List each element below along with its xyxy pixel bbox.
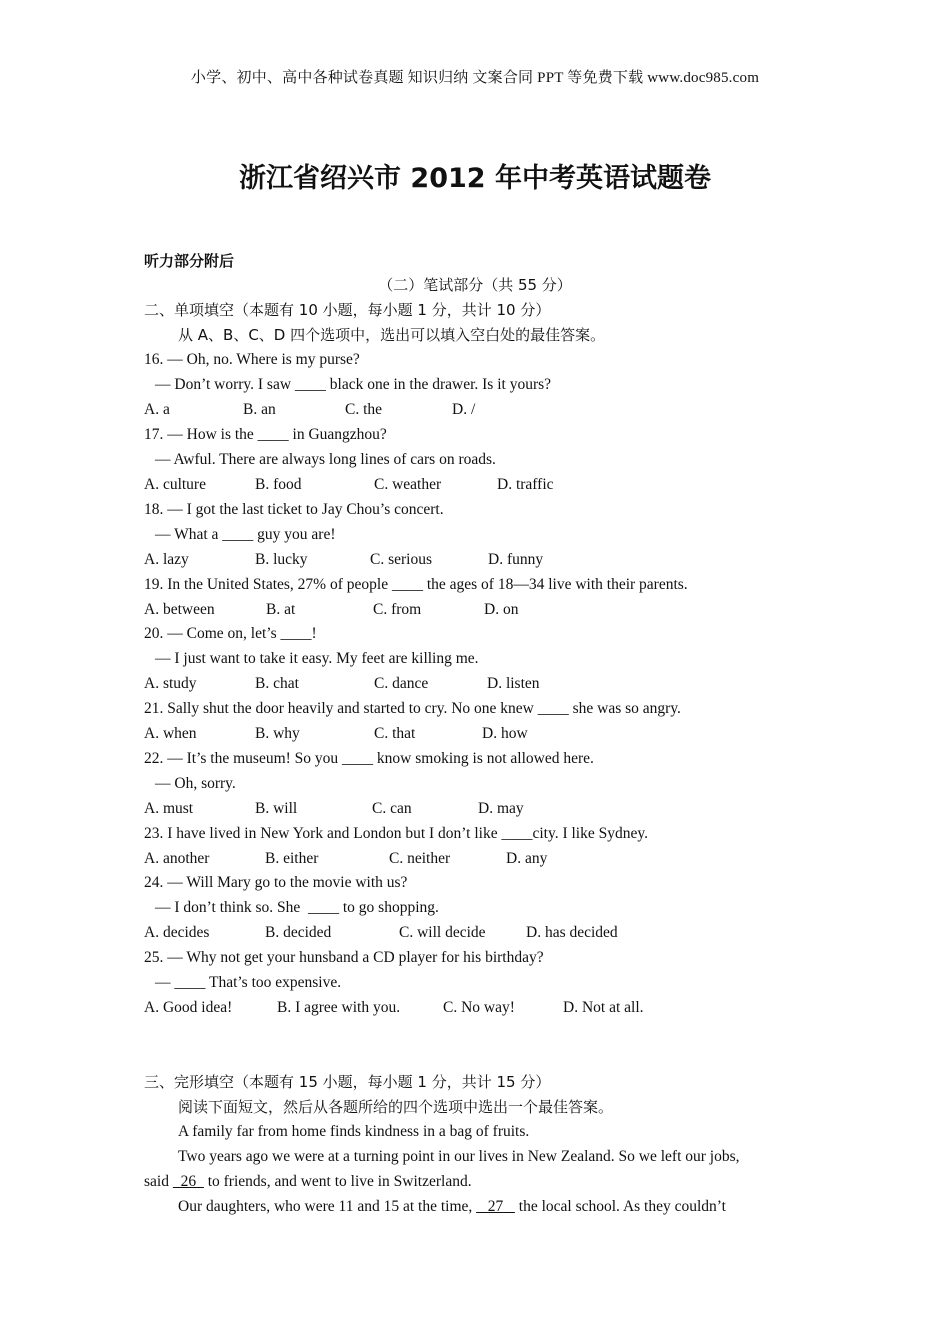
question-16-option-b: B. an — [243, 401, 276, 418]
question-25-option-a: A. Good idea! — [144, 999, 233, 1016]
question-24-option-b: B. decided — [265, 924, 332, 941]
section2-instruction: 从 A、B、C、D 四个选项中，选出可以填入空白处的最佳答案。 — [178, 326, 606, 344]
question-17-option-a: A. culture — [144, 476, 206, 493]
question-20-option-c: C. dance — [374, 675, 429, 692]
question-21-line1: 21. Sally shut the door heavily and started to cry. No one knew ____ she was so angry. — [144, 700, 681, 717]
question-19-option-c: C. from — [373, 601, 422, 618]
passage-text: Our daughters, who were 11 and 15 at the time, — [178, 1198, 477, 1215]
question-20-line1: 20. — Come on, let’s ____! — [144, 625, 317, 642]
question-17-option-c: C. weather — [374, 476, 442, 493]
question-16-line2: — Don’t worry. I saw ____ black one in the drawer. Is it yours? — [155, 376, 552, 393]
question-20-option-b: B. chat — [255, 675, 299, 692]
question-16-line1: 16. — Oh, no. Where is my purse? — [144, 351, 360, 368]
blank-26: 26 — [172, 1173, 204, 1190]
question-18-option-c: C. serious — [370, 551, 432, 568]
question-25-option-d: D. Not at all. — [563, 999, 644, 1016]
passage-text: the local school. As they couldn’t — [514, 1198, 726, 1215]
question-16-option-d: D. / — [452, 401, 476, 418]
question-22-option-c: C. can — [372, 800, 412, 817]
question-24-option-d: D. has decided — [526, 924, 618, 941]
passage-text: to friends, and went to live in Switzerland. — [203, 1173, 472, 1190]
question-23-option-d: D. any — [506, 850, 548, 867]
passage-title-line: A family far from home finds kindness in a bag of fruits. — [178, 1123, 530, 1140]
passage-paragraph-2-line1 — [178, 1197, 726, 1217]
question-19-option-b: B. at — [266, 601, 296, 618]
question-22-option-b: B. will — [255, 800, 298, 817]
section3-instruction: 阅读下面短文，然后从各题所给的四个选项中选出一个最佳答案。 — [178, 1098, 614, 1116]
question-24-option-a: A. decides — [144, 924, 210, 941]
question-23-line1: 23. I have lived in New York and London but I don’t like ____city. I like Sydney. — [144, 825, 648, 842]
question-18-line2: — What a ____ guy you are! — [155, 526, 336, 543]
passage-paragraph-1-line1: Two years ago we were at a turning point in our lives in New Zealand. So we left our jobs, — [178, 1148, 740, 1165]
question-25-line2: — ____ That’s too expensive. — [155, 974, 342, 991]
question-17-option-d: D. traffic — [497, 476, 554, 493]
question-23-option-b: B. either — [265, 850, 319, 867]
listening-note: 听力部分附后 — [144, 252, 235, 270]
question-23-option-c: C. neither — [389, 850, 451, 867]
question-24-line2: — I don’t think so. She ____ to go shopping. — [155, 899, 439, 916]
question-19-option-a: A. between — [144, 601, 215, 618]
question-24-option-c: C. will decide — [399, 924, 486, 941]
section3-heading: 三、完形填空（本题有 15 小题，每小题 1 分，共计 15 分） — [144, 1073, 551, 1091]
question-16-option-c: C. the — [345, 401, 383, 418]
question-22-option-a: A. must — [144, 800, 194, 817]
question-19-line1: 19. In the United States, 27% of people ____ the ages of 18—34 live with their parents. — [144, 576, 688, 593]
page-header: 小学、初中、高中各种试卷真题 知识归纳 文案合同 PPT 等免费下载 www.doc985.com — [190, 70, 760, 86]
passage-paragraph-1-line2 — [144, 1172, 472, 1192]
question-25-line1: 25. — Why not get your hunsband a CD player for his birthday? — [144, 949, 544, 966]
question-21-option-a: A. when — [144, 725, 197, 742]
question-24-line1: 24. — Will Mary go to the movie with us? — [144, 874, 408, 891]
question-18-option-b: B. lucky — [255, 551, 308, 568]
question-20-option-a: A. study — [144, 675, 197, 692]
question-21-option-c: C. that — [374, 725, 416, 742]
question-19-option-d: D. on — [484, 601, 519, 618]
question-21-option-d: D. how — [482, 725, 528, 742]
question-20-line2: — I just want to take it easy. My feet are killing me. — [155, 650, 479, 667]
exam-title: 浙江省绍兴市 2012 年中考英语试题卷 — [239, 163, 711, 194]
question-25-option-b: B. I agree with you. — [277, 999, 401, 1016]
blank-27: 27 — [476, 1198, 515, 1215]
question-22-option-d: D. may — [478, 800, 524, 817]
question-18-option-a: A. lazy — [144, 551, 189, 568]
question-17-line2: — Awful. There are always long lines of cars on roads. — [155, 451, 496, 468]
question-18-line1: 18. — I got the last ticket to Jay Chou’s concert. — [144, 501, 444, 518]
question-22-line1: 22. — It’s the museum! So you ____ know smoking is not allowed here. — [144, 750, 594, 767]
question-23-option-a: A. another — [144, 850, 210, 867]
question-22-line2: — Oh, sorry. — [155, 775, 236, 792]
passage-text: said — [144, 1173, 173, 1190]
question-17-option-b: B. food — [255, 476, 302, 493]
question-20-option-d: D. listen — [487, 675, 540, 692]
question-21-option-b: B. why — [255, 725, 300, 742]
question-16-option-a: A. a — [144, 401, 170, 418]
question-18-option-d: D. funny — [488, 551, 544, 568]
written-part-heading: （二）笔试部分（共 55 分） — [378, 276, 572, 294]
question-17-line1: 17. — How is the ____ in Guangzhou? — [144, 426, 387, 443]
question-25-option-c: C. No way! — [443, 999, 515, 1016]
section2-heading: 二、单项填空（本题有 10 小题，每小题 1 分，共计 10 分） — [144, 301, 551, 319]
